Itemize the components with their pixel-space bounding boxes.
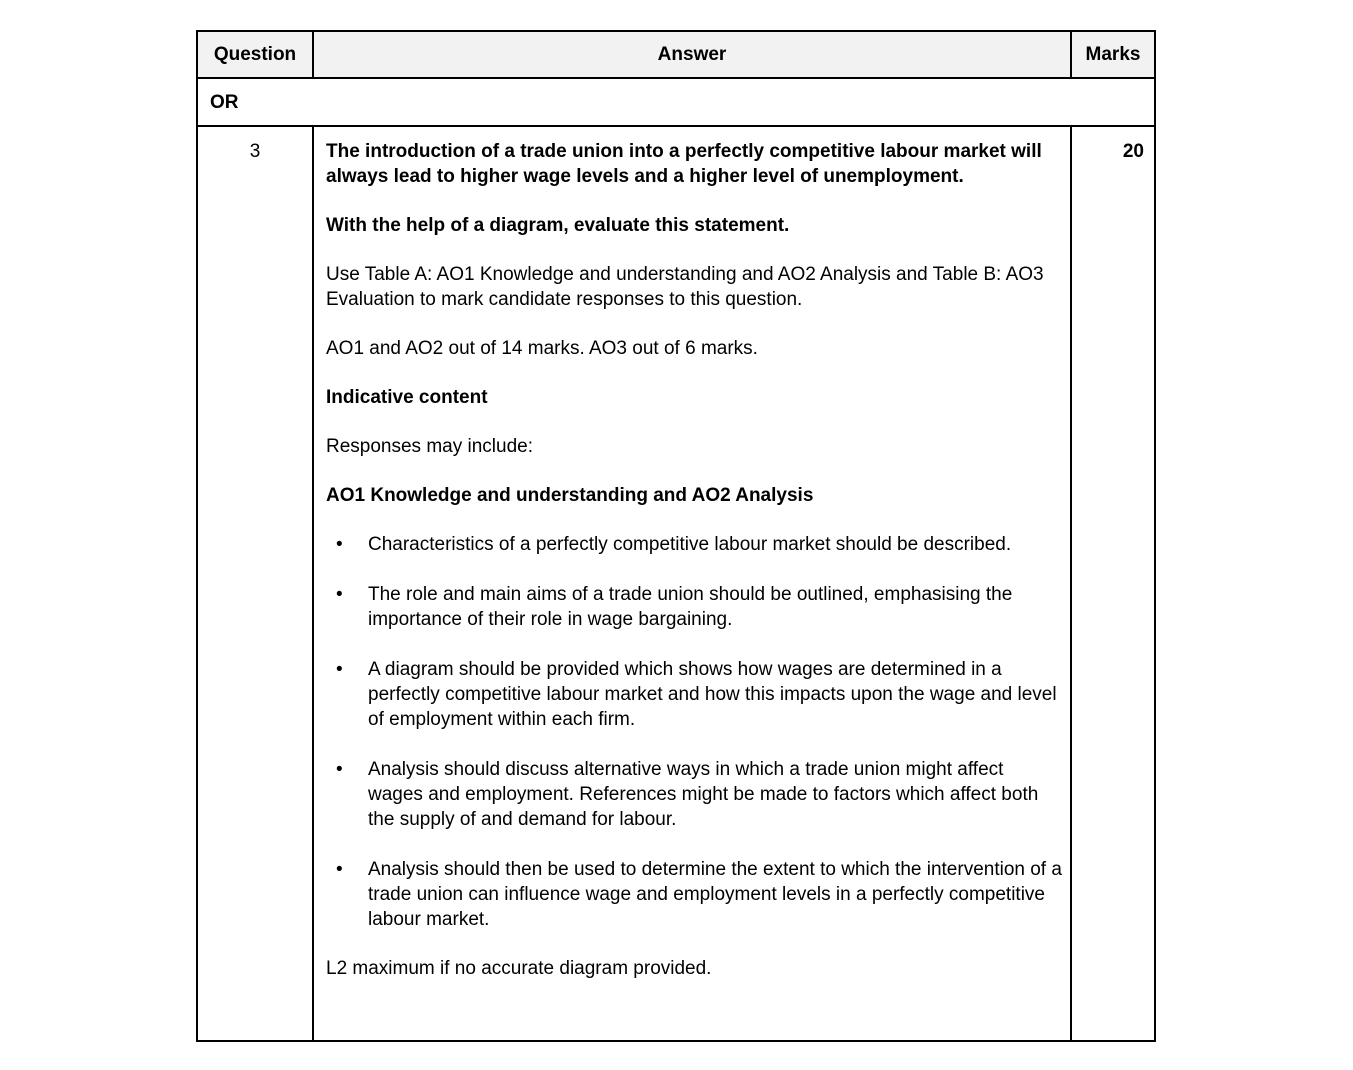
- list-item: [326, 657, 1062, 732]
- list-item: [326, 857, 1062, 932]
- bullet-icon: •: [336, 584, 343, 605]
- list-item-text: Analysis should then be used to determine the extent to which the intervention of a trade union can influence wage and employment levels in a perfectly competitive labour market.: [368, 859, 1062, 930]
- question-statement: The introduction of a trade union into a perfectly competitive labour market will always lead to higher wage levels and a higher level of unemployment.: [326, 141, 1042, 187]
- footer-note: L2 maximum if no accurate diagram provided.: [326, 958, 712, 979]
- list-item-text: Analysis should discuss alternative ways in which a trade union might affect wages and employment. References might be made to factors which affect both the supply of and demand for labour.: [368, 759, 1039, 830]
- bullet-icon: •: [336, 534, 343, 555]
- indicative-content-heading: Indicative content: [326, 387, 488, 408]
- list-item-text: The role and main aims of a trade union should be outlined, emphasising the importance of their role in wage bargaining.: [368, 584, 1013, 630]
- indicative-content-list: [326, 532, 1062, 932]
- bullet-icon: •: [336, 759, 343, 780]
- ao-heading: AO1 Knowledge and understanding and AO2 Analysis: [326, 485, 814, 506]
- mark-tables-note: Use Table A: AO1 Knowledge and understanding and AO2 Analysis and Table B: AO3 Evaluation to mark candidate responses to this question.: [326, 264, 1044, 310]
- marks-split-note: AO1 and AO2 out of 14 marks. AO3 out of 6 marks.: [326, 338, 758, 359]
- list-item: [326, 582, 1062, 632]
- marks-column-header: Marks: [1071, 31, 1155, 78]
- marks-value: 20: [1071, 126, 1155, 1041]
- question-number: 3: [197, 126, 313, 1041]
- list-item-text: A diagram should be provided which shows how wages are determined in a perfectly competitive labour market and how this impacts upon the wage and level of employment within each firm.: [368, 659, 1057, 730]
- list-item-text: Characteristics of a perfectly competitive labour market should be described.: [368, 534, 1012, 555]
- mark-scheme-table: [196, 30, 1156, 1042]
- or-label: OR: [197, 78, 1155, 126]
- list-item: [326, 757, 1062, 832]
- responses-intro: Responses may include:: [326, 436, 533, 457]
- bullet-icon: •: [336, 659, 343, 680]
- or-row: [197, 78, 1155, 126]
- question-3-row: [197, 126, 1155, 1041]
- list-item: [326, 532, 1062, 557]
- table-header-row: [197, 31, 1155, 78]
- question-column-header: Question: [197, 31, 313, 78]
- answer-column-header: Answer: [313, 31, 1071, 78]
- question-instruction: With the help of a diagram, evaluate this statement.: [326, 215, 790, 236]
- bullet-icon: •: [336, 859, 343, 880]
- answer-cell: [313, 126, 1071, 1041]
